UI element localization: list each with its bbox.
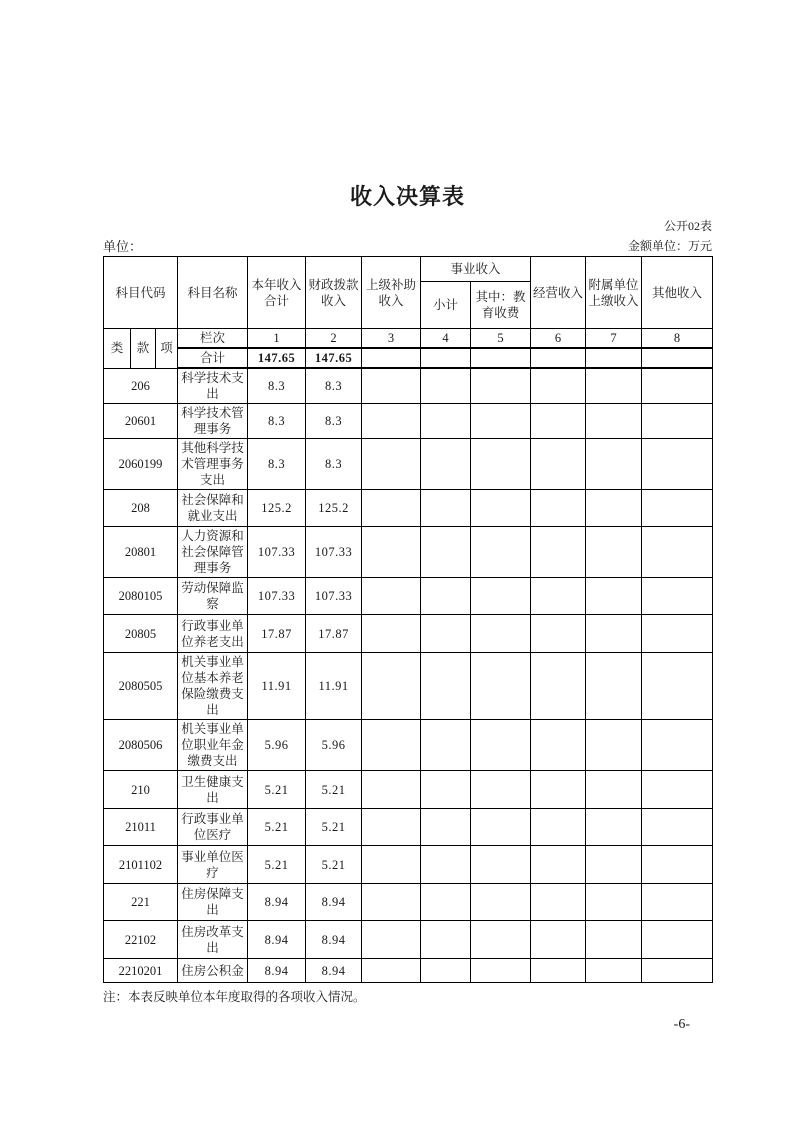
value-cell xyxy=(471,490,531,527)
value-cell: 8.94 xyxy=(306,884,362,921)
value-cell xyxy=(421,578,471,615)
value-cell xyxy=(471,348,531,368)
value-cell xyxy=(531,809,586,846)
value-cell xyxy=(531,527,586,578)
table-row xyxy=(104,527,713,578)
value-cell: 8.3 xyxy=(248,368,306,404)
value-cell xyxy=(362,846,421,884)
value-cell: 17.87 xyxy=(248,615,306,653)
value-cell xyxy=(362,771,421,809)
value-cell xyxy=(531,578,586,615)
header-education-fee: 其中：教育收费 xyxy=(471,282,531,329)
value-cell xyxy=(471,578,531,615)
unit-label: 单位： xyxy=(103,239,143,254)
value-cell xyxy=(421,368,471,404)
value-cell xyxy=(531,615,586,653)
value-cell: 5.21 xyxy=(306,771,362,809)
value-cell xyxy=(586,439,642,490)
header-subject-code: 科目代码 xyxy=(104,257,178,329)
value-cell: 8.94 xyxy=(248,884,306,921)
value-cell xyxy=(586,348,642,368)
table-row xyxy=(104,368,713,404)
content-area xyxy=(103,0,712,1033)
value-cell xyxy=(642,368,713,404)
value-cell xyxy=(421,348,471,368)
value-cell: 8.94 xyxy=(306,921,362,959)
value-cell xyxy=(586,615,642,653)
subject-code-cell: 20801 xyxy=(104,527,178,578)
value-cell xyxy=(531,884,586,921)
value-cell xyxy=(421,959,471,983)
value-cell xyxy=(642,527,713,578)
value-cell xyxy=(586,527,642,578)
value-cell xyxy=(421,439,471,490)
value-cell xyxy=(531,720,586,771)
value-cell: 125.2 xyxy=(306,490,362,527)
value-cell xyxy=(471,771,531,809)
value-cell xyxy=(531,771,586,809)
value-cell: 147.65 xyxy=(248,348,306,368)
value-cell: 8.94 xyxy=(306,959,362,983)
value-cell xyxy=(471,404,531,439)
table-row xyxy=(104,959,713,983)
subject-name-cell: 机关事业单位基本养老保险缴费支出 xyxy=(178,653,248,720)
value-cell xyxy=(531,490,586,527)
value-cell xyxy=(421,527,471,578)
value-cell xyxy=(642,921,713,959)
value-cell: 17.87 xyxy=(306,615,362,653)
value-cell: 5.21 xyxy=(248,846,306,884)
value-cell xyxy=(642,439,713,490)
subject-code-cell: 2060199 xyxy=(104,439,178,490)
header-affiliated-unit-income: 附属单位上缴收入 xyxy=(586,257,642,329)
value-cell xyxy=(586,884,642,921)
value-cell: 8.3 xyxy=(248,404,306,439)
value-cell xyxy=(362,720,421,771)
value-cell xyxy=(531,348,586,368)
value-cell xyxy=(586,959,642,983)
col-num: 6 xyxy=(531,329,586,349)
subject-code-cell: 2080105 xyxy=(104,578,178,615)
value-cell: 107.33 xyxy=(306,527,362,578)
value-cell xyxy=(586,653,642,720)
page-number: -6- xyxy=(673,1017,690,1032)
subject-code-cell: 210 xyxy=(104,771,178,809)
table-row xyxy=(104,439,713,490)
value-cell: 8.3 xyxy=(306,404,362,439)
header-fiscal-grant-income: 财政拨款收入 xyxy=(306,257,362,329)
col-num: 3 xyxy=(362,329,421,349)
value-cell xyxy=(531,653,586,720)
value-cell xyxy=(362,653,421,720)
subject-code-cell: 2080505 xyxy=(104,653,178,720)
value-cell xyxy=(471,615,531,653)
value-cell xyxy=(471,809,531,846)
value-cell: 107.33 xyxy=(248,578,306,615)
value-cell xyxy=(421,404,471,439)
subject-name-cell: 事业单位医疗 xyxy=(178,846,248,884)
col-num: 8 xyxy=(642,329,713,349)
value-cell xyxy=(586,404,642,439)
value-cell xyxy=(642,578,713,615)
lanci-label: 栏次 xyxy=(178,329,248,349)
value-cell xyxy=(362,368,421,404)
subject-name-cell: 行政事业单位医疗 xyxy=(178,809,248,846)
header-row-1 xyxy=(104,257,713,282)
subject-name-cell: 卫生健康支出 xyxy=(178,771,248,809)
subject-name-cell: 住房保障支出 xyxy=(178,884,248,921)
value-cell xyxy=(362,439,421,490)
value-cell xyxy=(421,720,471,771)
value-cell: 147.65 xyxy=(306,348,362,368)
footnote: 注：本表反映单位本年度取得的各项收入情况。 xyxy=(103,990,366,1004)
table-row xyxy=(104,615,713,653)
subject-name-cell: 住房改革支出 xyxy=(178,921,248,959)
subject-code-cell: 20805 xyxy=(104,615,178,653)
value-cell xyxy=(362,959,421,983)
table-row xyxy=(104,846,713,884)
value-cell xyxy=(362,921,421,959)
subject-name-cell: 劳动保障监察 xyxy=(178,578,248,615)
table-row xyxy=(104,921,713,959)
value-cell xyxy=(362,490,421,527)
value-cell: 5.96 xyxy=(306,720,362,771)
value-cell xyxy=(471,720,531,771)
value-cell: 11.91 xyxy=(306,653,362,720)
value-cell xyxy=(586,921,642,959)
header-item: 项 xyxy=(156,329,178,369)
table-row xyxy=(104,578,713,615)
value-cell xyxy=(642,959,713,983)
value-cell xyxy=(421,809,471,846)
col-num: 7 xyxy=(586,329,642,349)
value-cell xyxy=(362,348,421,368)
value-cell xyxy=(471,884,531,921)
value-cell xyxy=(642,720,713,771)
table-row xyxy=(104,653,713,720)
subject-code-cell: 20601 xyxy=(104,404,178,439)
header-subject-name: 科目名称 xyxy=(178,257,248,329)
value-cell xyxy=(642,771,713,809)
value-cell xyxy=(642,615,713,653)
value-cell xyxy=(471,439,531,490)
value-cell xyxy=(362,404,421,439)
col-num: 5 xyxy=(471,329,531,349)
subject-code-cell: 221 xyxy=(104,884,178,921)
value-cell: 107.33 xyxy=(306,578,362,615)
subject-name-cell: 机关事业单位职业年金缴费支出 xyxy=(178,720,248,771)
header-class: 类 xyxy=(104,329,131,369)
value-cell xyxy=(642,490,713,527)
value-cell xyxy=(471,527,531,578)
total-row xyxy=(104,348,713,368)
value-cell xyxy=(531,846,586,884)
value-cell: 5.21 xyxy=(248,771,306,809)
value-cell xyxy=(642,809,713,846)
subject-name-cell: 其他科学技术管理事务支出 xyxy=(178,439,248,490)
value-cell xyxy=(586,771,642,809)
value-cell xyxy=(586,368,642,404)
value-cell xyxy=(642,884,713,921)
value-cell xyxy=(586,809,642,846)
subject-code-cell: 22102 xyxy=(104,921,178,959)
subject-name-cell: 人力资源和社会保障管理事务 xyxy=(178,527,248,578)
income-final-accounts-table xyxy=(103,256,713,983)
amount-unit-label: 金额单位：万元 xyxy=(627,239,712,253)
value-cell xyxy=(642,846,713,884)
value-cell xyxy=(362,527,421,578)
value-cell xyxy=(421,615,471,653)
subject-code-cell: 2080506 xyxy=(104,720,178,771)
subject-code-cell: 2101102 xyxy=(104,846,178,884)
value-cell: 8.94 xyxy=(248,921,306,959)
value-cell: 107.33 xyxy=(248,527,306,578)
header-business-subtotal: 小计 xyxy=(421,282,471,329)
subject-name-cell: 科学技术管理事务 xyxy=(178,404,248,439)
value-cell xyxy=(421,653,471,720)
value-cell: 8.3 xyxy=(248,439,306,490)
table-row xyxy=(104,720,713,771)
value-cell xyxy=(421,846,471,884)
value-cell xyxy=(586,490,642,527)
value-cell: 125.2 xyxy=(248,490,306,527)
subject-code-cell: 208 xyxy=(104,490,178,527)
value-cell xyxy=(642,348,713,368)
subject-name-cell: 社会保障和就业支出 xyxy=(178,490,248,527)
value-cell: 8.94 xyxy=(248,959,306,983)
header-annual-income-total: 本年收入合计 xyxy=(248,257,306,329)
value-cell xyxy=(586,578,642,615)
value-cell xyxy=(586,720,642,771)
col-num: 2 xyxy=(306,329,362,349)
col-num: 1 xyxy=(248,329,306,349)
value-cell xyxy=(421,921,471,959)
value-cell xyxy=(471,959,531,983)
page-title: 收入决算表 xyxy=(349,184,465,209)
meta-line xyxy=(103,239,712,254)
total-label: 合计 xyxy=(178,348,248,368)
header-other-income: 其他收入 xyxy=(642,257,713,329)
value-cell: 5.21 xyxy=(248,809,306,846)
value-cell: 5.21 xyxy=(306,809,362,846)
subject-name-cell: 行政事业单位养老支出 xyxy=(178,615,248,653)
value-cell xyxy=(642,404,713,439)
value-cell: 5.96 xyxy=(248,720,306,771)
subject-code-cell: 2210201 xyxy=(104,959,178,983)
subject-code-cell: 206 xyxy=(104,368,178,404)
table-row xyxy=(104,809,713,846)
value-cell xyxy=(471,653,531,720)
value-cell xyxy=(362,615,421,653)
value-cell: 8.3 xyxy=(306,368,362,404)
value-cell xyxy=(642,653,713,720)
value-cell xyxy=(362,884,421,921)
value-cell xyxy=(586,846,642,884)
header-section: 款 xyxy=(131,329,156,369)
col-num: 4 xyxy=(421,329,471,349)
value-cell xyxy=(471,846,531,884)
table-row xyxy=(104,404,713,439)
value-cell: 8.3 xyxy=(306,439,362,490)
value-cell xyxy=(471,368,531,404)
value-cell xyxy=(362,809,421,846)
header-business-income: 事业收入 xyxy=(421,257,531,282)
subject-name-cell: 住房公积金 xyxy=(178,959,248,983)
value-cell xyxy=(531,959,586,983)
form-number-label: 公开02表 xyxy=(663,219,712,233)
header-operating-income: 经营收入 xyxy=(531,257,586,329)
table-row xyxy=(104,490,713,527)
subject-name-cell: 科学技术支出 xyxy=(178,368,248,404)
value-cell xyxy=(531,368,586,404)
header-superior-subsidy-income: 上级补助收入 xyxy=(362,257,421,329)
value-cell xyxy=(471,921,531,959)
value-cell xyxy=(362,578,421,615)
value-cell: 5.21 xyxy=(306,846,362,884)
value-cell xyxy=(531,404,586,439)
value-cell xyxy=(531,921,586,959)
table-row xyxy=(104,884,713,921)
value-cell xyxy=(421,490,471,527)
value-cell xyxy=(421,884,471,921)
value-cell: 11.91 xyxy=(248,653,306,720)
column-index-row xyxy=(104,329,713,349)
table-row xyxy=(104,771,713,809)
value-cell xyxy=(421,771,471,809)
value-cell xyxy=(531,439,586,490)
subject-code-cell: 21011 xyxy=(104,809,178,846)
